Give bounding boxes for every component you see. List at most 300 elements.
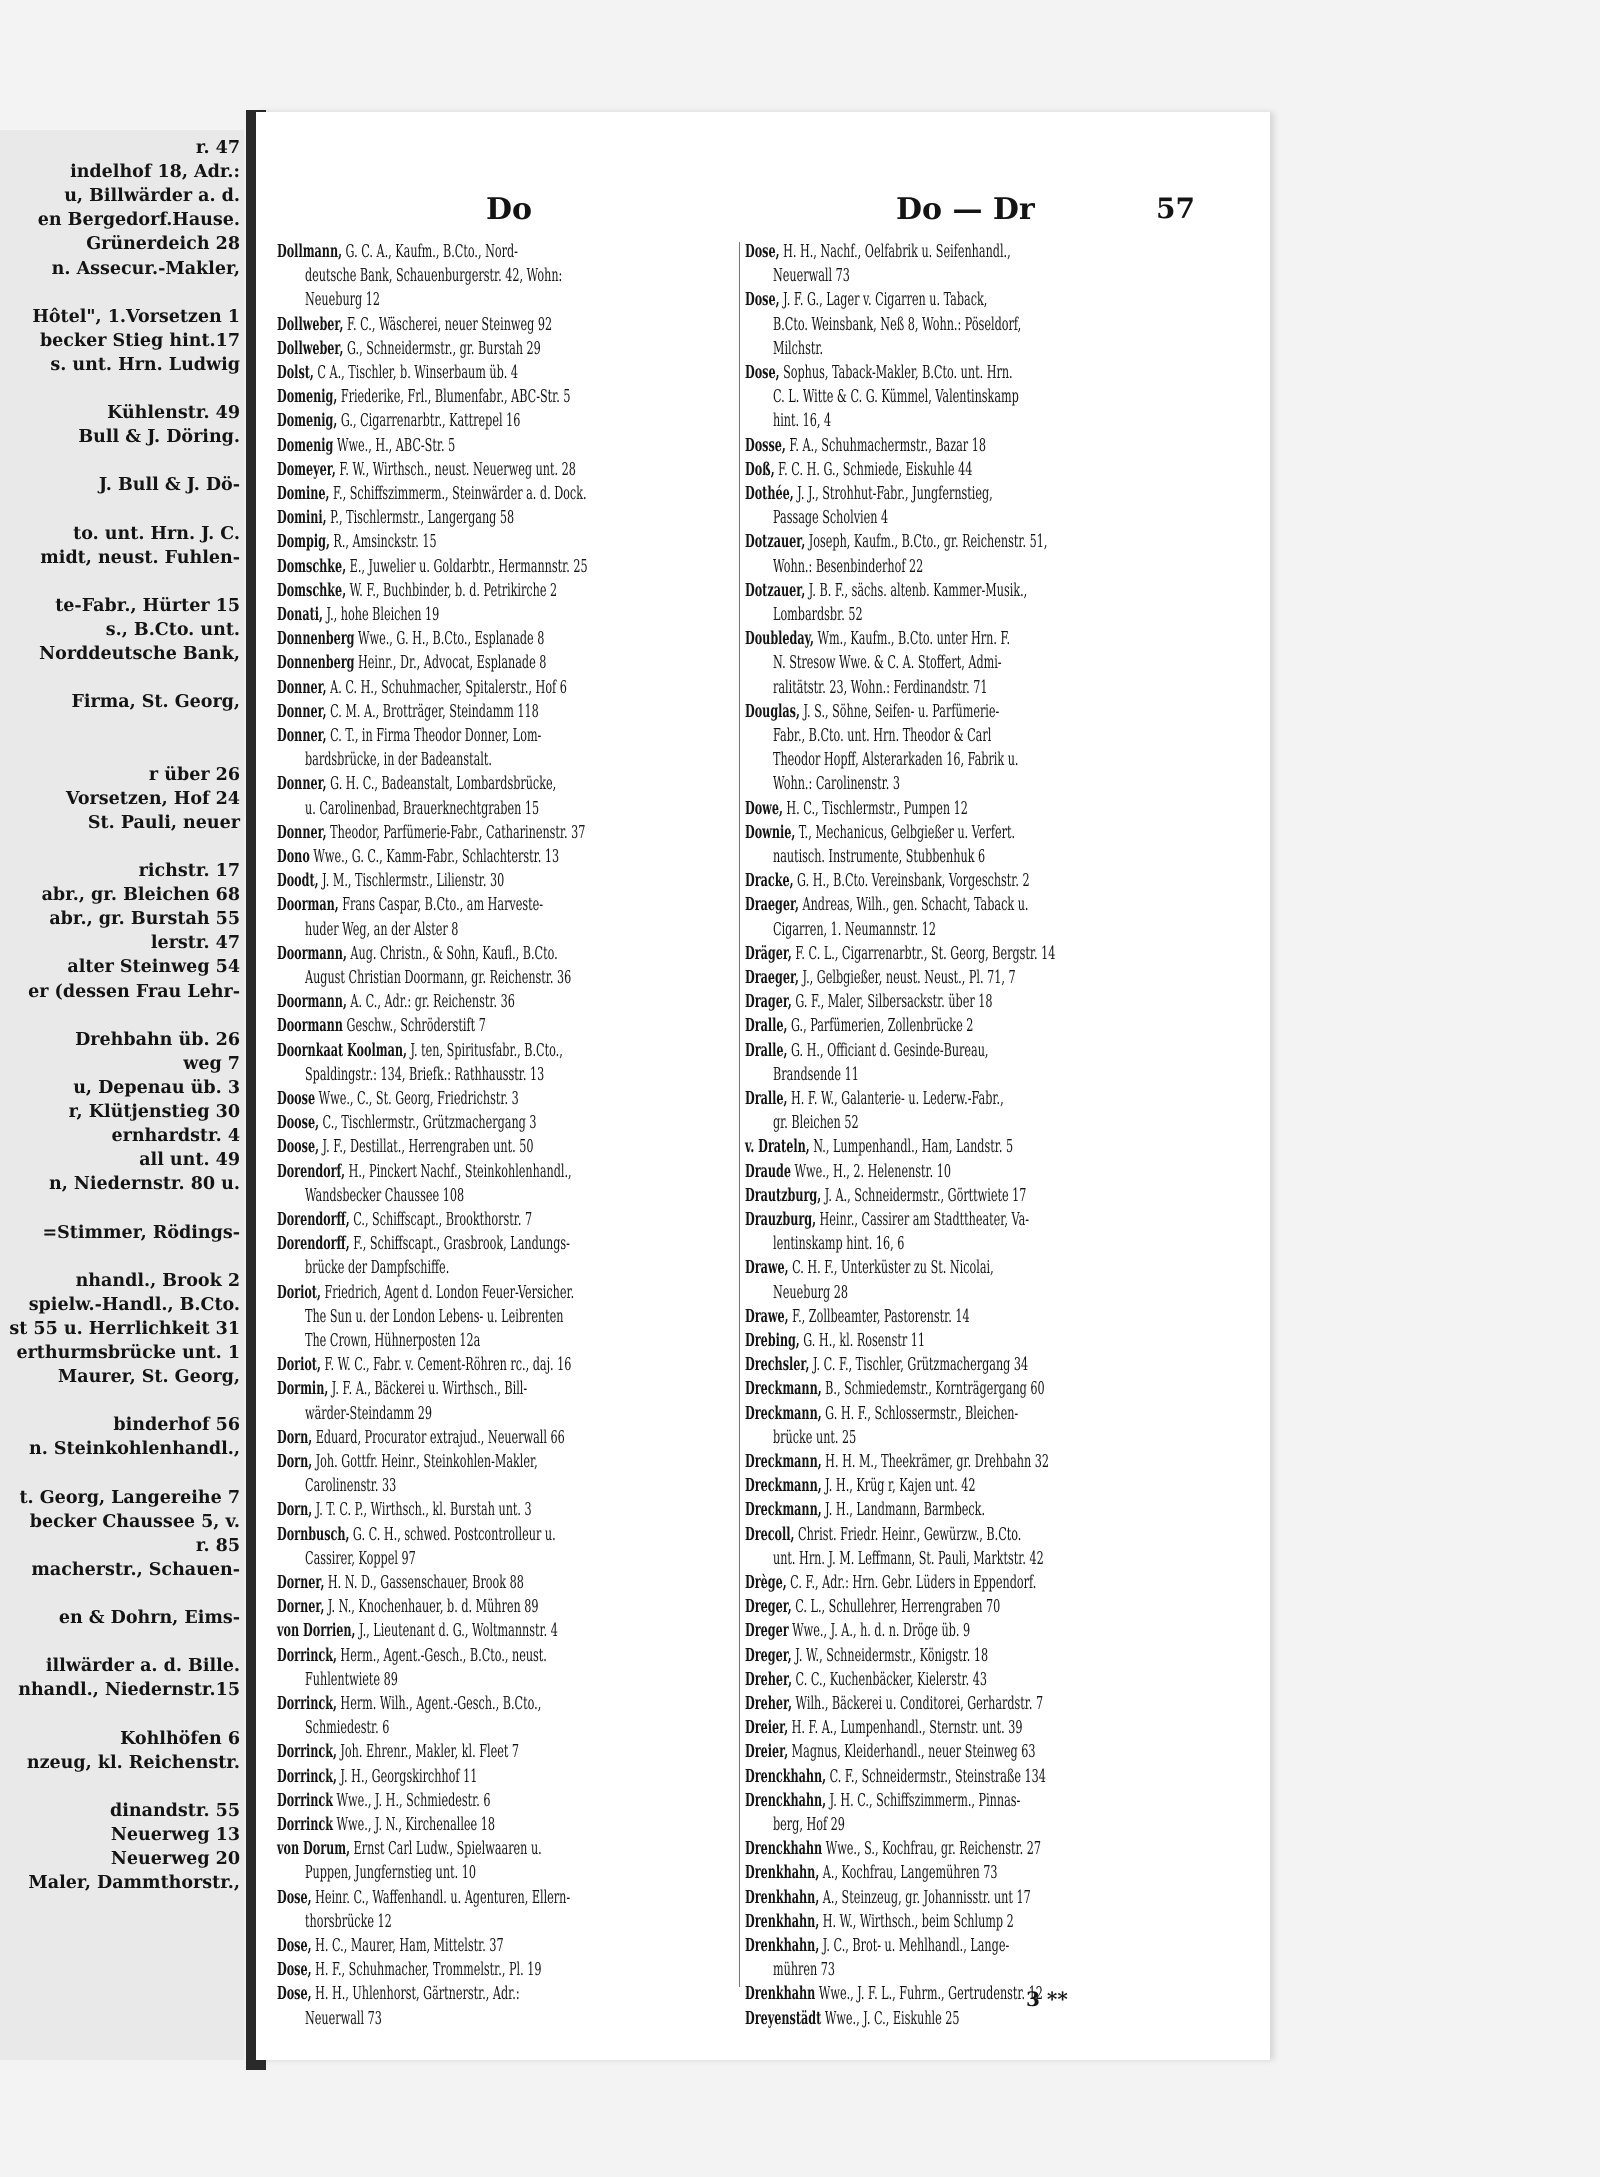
entry-name: Dreher,	[745, 1694, 792, 1714]
entry-details: H. N. D., Gassenschauer, Brook 88	[324, 1573, 524, 1593]
directory-entry	[277, 869, 504, 893]
directory-entry	[277, 821, 585, 845]
entry-name: Drawe,	[745, 1258, 789, 1279]
entry-details: Herm. Wilh., Agent.-Gesch., B.Cto.,	[336, 1694, 542, 1714]
directory-entry	[277, 1523, 556, 1547]
directory-entry	[745, 990, 993, 1014]
left-facing-page	[0, 130, 244, 2060]
entry-name: Domine,	[277, 484, 330, 504]
entry-name: Dreyenstädt	[745, 2008, 822, 2029]
entry-name: Drenckhahn,	[745, 1790, 827, 1811]
left-page-line: Maurer, St. Georg,	[57, 1367, 240, 1388]
entry-details: J., hohe Bleichen 19	[322, 605, 440, 625]
directory-entry	[277, 1571, 524, 1595]
entry-continuation: berg, Hof 29	[773, 1815, 845, 1835]
directory-entry	[745, 1377, 1045, 1401]
printer-signature: 3 **	[1026, 1987, 1068, 2011]
entry-details: Wwe., J. F. L., Fuhrm., Gertrudenstr. 12	[815, 1984, 1043, 2005]
left-page-line: =Stimmer, Rödings-	[42, 1222, 240, 1243]
entry-name: Domenig,	[277, 411, 338, 432]
directory-entry	[745, 700, 999, 724]
entry-details: Herm., Agent.-Gesch., B.Cto., neust.	[336, 1645, 547, 1666]
directory-entry	[745, 1160, 951, 1184]
entry-details: J. H., Landmann, Barmbeck.	[821, 1500, 986, 1521]
entry-name: Domschke,	[277, 580, 347, 601]
entry-details: A., Steinzeug, gr. Johannisstr. unt 17	[819, 1887, 1031, 1908]
entry-name: Dollmann,	[277, 242, 342, 262]
directory-entry	[277, 1377, 527, 1401]
left-page-line: illwärder a. d. Bille.	[45, 1656, 240, 1677]
left-page-line: Drehbahn üb. 26	[75, 1029, 240, 1050]
left-page-line: Neuerweg 20	[110, 1849, 240, 1870]
left-page-line: r über 26	[148, 764, 240, 785]
left-page-line: erthurmsbrücke unt. 1	[16, 1343, 240, 1363]
entry-name: Dreckmann,	[745, 1500, 822, 1521]
entry-name: Dose,	[277, 1960, 312, 1981]
entry-name: Drecoll,	[745, 1524, 795, 1545]
directory-entry	[745, 1450, 1049, 1474]
entry-details: A., Kochfrau, Langemühren 73	[819, 1863, 998, 1884]
entry-name: Donner,	[277, 701, 327, 722]
directory-entry	[745, 1498, 985, 1522]
entry-continuation: nautisch. Instrumente, Stubbenhuk 6	[773, 847, 986, 867]
directory-entry	[745, 1402, 1018, 1426]
entry-details: C. H. F., Unterküster zu St. Nicolai,	[788, 1258, 994, 1279]
entry-continuation: lentinskamp hint. 16, 6	[773, 1234, 905, 1255]
entry-name: Dräger,	[745, 943, 792, 964]
left-page-line: becker Chaussee 5, v.	[29, 1511, 240, 1532]
directory-entry	[277, 724, 541, 748]
entry-name: Dorn,	[277, 1452, 313, 1472]
left-page-line: en & Dohrn, Eims-	[58, 1608, 240, 1629]
entry-continuation: deutsche Bank, Schauenburgerstr. 42, Wohn:	[305, 266, 563, 287]
entry-name: Downie,	[745, 822, 796, 843]
directory-entry	[745, 942, 1055, 966]
entry-name: Drautzburg,	[745, 1185, 822, 1206]
directory-entry	[277, 1111, 537, 1135]
left-page-line: Kühlenstr. 49	[107, 403, 240, 424]
entry-details: F. A., Schuhmachermstr., Bazar 18	[785, 435, 986, 456]
entry-details: Wm., Kaufm., B.Cto. unter Hrn. F.	[813, 629, 1011, 650]
entry-details: C. L., Schullehrer, Herrengraben 70	[791, 1597, 1001, 1618]
entry-details: G., Cigarrenarbtr., Kattrepel 16	[337, 411, 521, 432]
entry-name: Dothée,	[745, 484, 794, 504]
entry-name: Douglas,	[745, 701, 800, 722]
entry-name: Doornkaat Koolman,	[277, 1040, 407, 1061]
entry-details: J. ten, Spiritusfabr., B.Cto.,	[406, 1040, 563, 1061]
directory-entry	[277, 845, 559, 869]
directory-entry	[745, 1740, 1036, 1764]
entry-details: Andreas, Wilh., gen. Schacht, Taback u.	[798, 895, 1029, 916]
entry-details: P., Tischlermstr., Langergang 58	[326, 508, 515, 529]
entry-details: J. M., Tischlermstr., Lilienstr. 30	[318, 871, 505, 892]
left-page-line: Neuerweg 13	[110, 1825, 240, 1845]
left-page-line: nhandl., Niedernstr.15	[18, 1680, 240, 1701]
entry-name: Dotzauer,	[745, 532, 806, 553]
entry-name: Dorrinck,	[277, 1645, 337, 1666]
entry-details: J. F. G., Lager v. Cigarren u. Taback,	[779, 290, 988, 311]
entry-details: J. W., Schneidermstr., Königstr. 18	[791, 1645, 989, 1666]
entry-name: Dreckmann,	[745, 1379, 822, 1400]
directory-entry	[277, 1619, 558, 1643]
directory-entry	[277, 1353, 571, 1377]
entry-name: Dollweber,	[277, 314, 344, 335]
directory-entry	[277, 1765, 477, 1789]
entry-details: A. C. H., Schuhmacher, Spitalerstr., Hof 6	[326, 677, 567, 698]
entry-details: Joh. Ehrenr., Makler, kl. Fleet 7	[336, 1742, 520, 1763]
entry-continuation: Neueburg 28	[773, 1282, 848, 1303]
left-page-line: te-Fabr., Hürter 15	[55, 595, 240, 616]
directory-entry	[745, 1135, 1013, 1159]
directory-entry	[745, 627, 1010, 651]
directory-entry	[277, 1886, 570, 1910]
entry-details: H. H., Uhlenhorst, Gärtnerstr., Adr.:	[311, 1984, 520, 2005]
entry-name: Drager,	[745, 992, 792, 1013]
entry-name: Draeger,	[745, 895, 799, 916]
entry-continuation: huder Weg, an der Alster 8	[305, 919, 459, 940]
entry-details: W. F., Buchbinder, b. d. Petrikirche 2	[346, 580, 558, 601]
entry-name: Domschke,	[277, 556, 347, 577]
entry-details: C. C., Kuchenbäcker, Kielerstr. 43	[792, 1669, 988, 1690]
entry-name: von Dorrien,	[277, 1621, 356, 1642]
entry-name: Dorn,	[277, 1427, 313, 1448]
entry-name: Drechsler,	[745, 1355, 810, 1376]
entry-name: Doubleday,	[745, 629, 814, 650]
entry-continuation: bardsbrücke, in der Badeanstalt.	[305, 750, 492, 771]
entry-name: Dose,	[277, 1887, 312, 1908]
entry-name: Dreger,	[745, 1645, 792, 1666]
entry-name: Dreckmann,	[745, 1476, 822, 1497]
directory-entry	[277, 409, 520, 433]
directory-entry	[745, 1886, 1031, 1910]
entry-name: Dralle,	[745, 1040, 788, 1061]
entry-details: C., Tischlermstr., Grützmachergang 3	[318, 1113, 537, 1134]
entry-continuation: brücke der Dampfschiffe.	[305, 1258, 450, 1279]
directory-entry	[277, 651, 546, 675]
left-page-line: becker Stieg hint.17	[39, 330, 240, 351]
entry-name: Dorrinck,	[277, 1742, 337, 1763]
entry-name: Dose,	[745, 242, 780, 262]
left-page-line: spielw.-Handl., B.Cto.	[28, 1294, 240, 1315]
directory-entry	[745, 434, 986, 458]
left-page-line: n, Niedernstr. 80 u.	[49, 1174, 240, 1195]
entry-continuation: Fabr., B.Cto. unt. Hrn. Theodor & Carl	[773, 726, 992, 746]
entry-continuation: Cassirer, Koppel 97	[305, 1548, 416, 1569]
entry-name: Draeger,	[745, 968, 799, 988]
left-page-line: Maler, Dammthorstr.,	[28, 1873, 240, 1894]
entry-details: C. F., Adr.: Hrn. Gebr. Lüders in Eppendorf.	[786, 1573, 1037, 1593]
entry-name: Drenkhahn,	[745, 1863, 820, 1884]
entry-details: F., Schiffscapt., Grasbrook, Landungs-	[349, 1234, 570, 1255]
entry-continuation: Passage Scholvien 4	[773, 508, 889, 529]
entry-details: F. C. L., Cigarrenarbtr., St. Georg, Bergstr. 14	[791, 943, 1056, 964]
entry-name: Dreckmann,	[745, 1403, 822, 1424]
left-page-line: st 55 u. Herrlichkeit 31	[9, 1318, 240, 1339]
entry-details: J. T. C. P., Wirthsch., kl. Burstah unt. 3	[312, 1500, 532, 1521]
directory-entry	[745, 1644, 988, 1668]
entry-details: Wwe., H., 2. Helenenstr. 10	[790, 1161, 952, 1182]
entry-continuation: Wandsbecker Chaussee 108	[305, 1185, 465, 1206]
left-page-line: to. unt. Hrn. J. C.	[73, 523, 240, 544]
directory-entry	[745, 797, 968, 821]
directory-entry	[277, 337, 541, 361]
directory-entry	[277, 603, 439, 627]
entry-continuation: Wohn.: Carolinenstr. 3	[773, 774, 900, 795]
directory-entry	[745, 579, 1027, 603]
directory-entry	[745, 893, 1028, 917]
entry-details: C. F., Schneidermstr., Steinstraße 134	[826, 1766, 1046, 1787]
entry-continuation: Theodor Hopff, Alsterarkaden 16, Fabrik u.	[773, 750, 1019, 771]
entry-continuation: brücke unt. 25	[773, 1427, 857, 1448]
entry-name: Dornbusch,	[277, 1524, 350, 1545]
entry-details: Wwe., G. H., B.Cto., Esplanade 8	[354, 629, 545, 650]
entry-details: Friederike, Frl., Blumenfabr., ABC-Str. 5	[337, 387, 571, 408]
directory-entry	[277, 530, 437, 554]
directory-entry	[277, 506, 514, 530]
entry-name: von Dorum,	[277, 1839, 350, 1860]
directory-entry	[745, 1353, 1028, 1377]
left-page-line: binderhof 56	[113, 1415, 240, 1436]
left-page-line: dinandstr. 55	[110, 1800, 240, 1821]
directory-entry	[745, 1329, 925, 1353]
entry-details: Eduard, Procurator extrajud., Neuerwall 66	[312, 1427, 565, 1448]
column-divider	[739, 242, 740, 1987]
entry-details: Wwe., J. N., Kirchenallee 18	[332, 1815, 495, 1835]
left-page-line: r. 47	[195, 138, 240, 158]
entry-details: J. F., Destillat., Herrengraben unt. 50	[318, 1137, 534, 1158]
entry-name: Doose,	[277, 1113, 319, 1134]
entry-continuation: Neuerwall 73	[305, 2008, 382, 2029]
directory-entry	[277, 240, 518, 264]
entry-name: Dose,	[745, 290, 780, 311]
entry-details: H. F. W., Galanterie- u. Lederw.-Fabr.,	[787, 1089, 1004, 1109]
left-page-line: indelhof 18, Adr.:	[70, 162, 240, 183]
entry-name: Dorrinck	[277, 1790, 333, 1811]
left-page-line: lerstr. 47	[150, 933, 240, 954]
entry-continuation: Wohn.: Besenbinderhof 22	[773, 556, 924, 577]
entry-continuation: hint. 16, 4	[773, 411, 832, 432]
directory-entry	[745, 1861, 998, 1885]
left-page-line: Kohlhöfen 6	[120, 1728, 240, 1749]
entry-details: J. H., Georgskirchhof 11	[336, 1766, 478, 1787]
entry-name: Dorendorff,	[277, 1234, 350, 1255]
entry-name: Dorrinck,	[277, 1694, 337, 1714]
entry-details: F. W., Wirthsch., neust. Neuerweg unt. 28	[335, 459, 576, 480]
entry-name: Dollweber,	[277, 338, 344, 359]
entry-continuation: Carolinenstr. 33	[305, 1476, 397, 1497]
entry-details: F., Zollbeamter, Pastorenstr. 14	[788, 1306, 970, 1327]
entry-details: F. W. C., Fabr. v. Cement-Röhren rc., daj. 16	[320, 1355, 572, 1376]
directory-entry	[277, 555, 588, 579]
directory-entry	[277, 1232, 570, 1256]
entry-name: Dorendorff,	[277, 1210, 350, 1230]
entry-details: T., Mechanicus, Gelbgießer u. Verfert.	[795, 822, 1016, 843]
entry-details: Magnus, Kleiderhandl., neuer Steinweg 63	[788, 1742, 1036, 1763]
directory-entry	[745, 1184, 1026, 1208]
directory-entry	[745, 1208, 1029, 1232]
directory-entry	[277, 893, 543, 917]
entry-details: J. B. F., sächs. altenb. Kammer-Musik.,	[805, 580, 1028, 601]
entry-details: C., Schiffscapt., Brookthorstr. 7	[349, 1210, 533, 1230]
directory-entry	[277, 434, 455, 458]
entry-details: Sophus, Taback-Makler, B.Cto. unt. Hrn.	[779, 363, 1013, 383]
directory-entry	[745, 1305, 970, 1329]
directory-entry	[277, 1740, 519, 1764]
entry-continuation: wärder-Steindamm 29	[305, 1403, 433, 1424]
entry-details: G. H., Officiant d. Gesinde-Bureau,	[787, 1040, 989, 1061]
directory-entry	[745, 1474, 976, 1498]
left-page-line: r, Klütjenstieg 30	[68, 1102, 240, 1122]
directory-entry	[277, 1208, 532, 1232]
directory-entry	[277, 942, 558, 966]
directory-entry	[745, 1668, 987, 1692]
directory-entry	[277, 1644, 547, 1668]
entry-name: Drenkhahn,	[745, 1887, 820, 1908]
directory-entry	[745, 1716, 1022, 1740]
left-page-line: u, Billwärder a. d.	[64, 186, 240, 207]
left-page-line: J. Bull & J. Dö-	[98, 475, 240, 496]
entry-details: Wwe., J. A., h. d. n. Dröge üb. 9	[788, 1621, 971, 1642]
directory-entry	[745, 1982, 1043, 2006]
entry-name: Drenkhahn,	[745, 1936, 820, 1956]
entry-details: J. N., Knochenhauer, b. d. Mühren 89	[324, 1597, 539, 1618]
entry-details: G., Parfümerien, Zollenbrücke 2	[787, 1016, 974, 1037]
directory-entry	[277, 1160, 572, 1184]
entry-name: Dowe,	[745, 798, 783, 819]
entry-details: R., Amsinckstr. 15	[329, 532, 437, 553]
entry-details: J., Gelbgießer, neust. Neust., Pl. 71, 7	[798, 968, 1016, 988]
entry-details: A. C., Adr.: gr. Reichenstr. 36	[346, 992, 515, 1013]
left-page-line: Firma, St. Georg,	[71, 692, 240, 713]
entry-name: Draude	[745, 1161, 791, 1182]
entry-name: v. Drateln,	[745, 1137, 810, 1158]
entry-name: Drebing,	[745, 1331, 800, 1351]
entry-name: Dreier,	[745, 1718, 789, 1739]
entry-name: Domenig	[277, 435, 334, 456]
entry-details: G. H., kl. Rosenstr 11	[799, 1331, 926, 1351]
entry-continuation: August Christian Doormann, gr. Reichenstr. 36	[305, 968, 572, 988]
entry-details: Joh. Gottfr. Heinr., Steinkohlen-Makler,	[312, 1452, 538, 1472]
left-page-line: u, Depenau üb. 3	[73, 1077, 240, 1098]
left-page-line: abr., gr. Burstah 55	[49, 909, 240, 930]
entry-details: J. H. C., Schiffszimmerm., Pinnas-	[826, 1790, 1021, 1811]
directory-entry	[277, 1014, 486, 1038]
entry-name: Dompig,	[277, 532, 330, 553]
entry-continuation: Neuerwall 73	[773, 266, 850, 287]
entry-name: Donner,	[277, 774, 327, 795]
directory-entry	[277, 458, 576, 482]
directory-entry	[277, 1039, 563, 1063]
left-page-line: richstr. 17	[138, 861, 240, 881]
entry-name: Domini,	[277, 508, 327, 529]
entry-name: Drenckhahn,	[745, 1766, 827, 1787]
entry-continuation: B.Cto. Weinsbank, Neß 8, Wohn.: Pöseldorf,	[773, 314, 1022, 335]
entry-continuation: The Sun u. der London Lebens- u. Leibrenten	[305, 1306, 564, 1327]
directory-entry	[745, 1039, 988, 1063]
entry-name: Donati,	[277, 605, 323, 625]
left-page-line: Bull & J. Döring.	[78, 427, 240, 448]
directory-entry	[277, 1281, 574, 1305]
left-page-line: ernhardstr. 4	[111, 1126, 240, 1147]
entry-details: Aug. Christn., & Sohn, Kaufl., B.Cto.	[346, 943, 558, 964]
entry-details: G. C. H., schwed. Postcontrolleur u.	[349, 1524, 556, 1545]
directory-entry	[745, 821, 1015, 845]
left-page-line: r. 85	[195, 1535, 240, 1556]
entry-details: J. A., Schneidermstr., Görttwiete 17	[821, 1185, 1027, 1206]
entry-name: Dorner,	[277, 1573, 325, 1593]
directory-entry	[277, 990, 515, 1014]
entry-name: Doormann,	[277, 943, 347, 964]
directory-entry	[745, 1014, 973, 1038]
entry-name: Doose,	[277, 1137, 319, 1158]
entry-continuation: Fuhlentwiete 89	[305, 1669, 398, 1690]
directory-entry	[277, 1595, 539, 1619]
entry-details: Geschw., Schröderstift 7	[342, 1016, 486, 1037]
page-number: 57	[1156, 192, 1195, 225]
entry-details: F., Schiffszimmerm., Steinwärder a. d. Dock.	[329, 484, 587, 504]
entry-name: Doormann,	[277, 992, 347, 1013]
directory-entry	[745, 1837, 1041, 1861]
entry-details: Frans Caspar, B.Cto., am Harveste-	[338, 895, 544, 916]
left-page-line: nzeug, kl. Reichenstr.	[26, 1752, 240, 1773]
entry-name: Domeyer,	[277, 459, 336, 480]
entry-details: H. C., Maurer, Ham, Mittelstr. 37	[311, 1936, 504, 1956]
entry-details: G. H. F., Schlossermstr., Bleichen-	[821, 1403, 1019, 1424]
entry-name: Donner,	[277, 677, 327, 698]
entry-name: Doose	[277, 1089, 316, 1109]
directory-entry	[277, 1426, 565, 1450]
directory-entry	[277, 361, 518, 385]
entry-continuation: Spaldingstr.: 134, Briefk.: Rathhausstr. 13	[305, 1064, 545, 1085]
left-page-line: Grünerdeich 28	[86, 234, 240, 255]
directory-entry	[277, 482, 587, 506]
entry-continuation: Neueburg 12	[305, 290, 380, 311]
left-page-line: abr., gr. Bleichen 68	[41, 885, 240, 906]
entry-name: Dorendorf,	[277, 1161, 346, 1182]
directory-entry	[745, 1087, 1004, 1111]
directory-entry	[745, 530, 1047, 554]
directory-entry	[277, 1692, 541, 1716]
entry-continuation: mühren 73	[773, 1960, 836, 1981]
entry-details: F. C., Wäscherei, neuer Steinweg 92	[343, 314, 553, 335]
directory-entry	[277, 676, 567, 700]
left-page-line: Hôtel", 1.Vorsetzen 1	[32, 306, 240, 327]
entry-name: Doß,	[745, 459, 775, 480]
directory-entry	[277, 313, 552, 337]
entry-name: Drenckhahn	[745, 1839, 823, 1860]
left-page-line: er (dessen Frau Lehr-	[28, 981, 240, 1002]
entry-continuation: gr. Bleichen 52	[773, 1113, 859, 1134]
entry-continuation: Brandsende 11	[773, 1064, 859, 1085]
left-page-line: nhandl., Brook 2	[75, 1270, 240, 1291]
directory-entry	[745, 1934, 1009, 1958]
entry-continuation: thorsbrücke 12	[305, 1911, 392, 1932]
directory-entry	[277, 1498, 532, 1522]
left-page-line: en Bergedorf.Hause.	[37, 210, 240, 231]
directory-entry	[745, 1595, 1000, 1619]
entry-continuation: C. L. Witte & C. G. Kümmel, Valentinskamp	[773, 387, 1019, 408]
entry-name: Dreher,	[745, 1669, 792, 1690]
entry-name: Domenig,	[277, 387, 338, 408]
entry-name: Donnenberg	[277, 653, 355, 674]
directory-page	[256, 112, 1270, 2060]
entry-details: Theodor, Parfümerie-Fabr., Catharinenstr. 37	[326, 822, 586, 843]
entry-name: Donner,	[277, 822, 327, 843]
entry-details: H., Pinckert Nachf., Steinkohlenhandl.,	[345, 1161, 572, 1182]
directory-entry	[745, 288, 987, 312]
left-page-line: all unt. 49	[139, 1150, 240, 1171]
entry-details: H. F. A., Lumpenhandl., Sternstr. unt. 39	[788, 1718, 1023, 1739]
